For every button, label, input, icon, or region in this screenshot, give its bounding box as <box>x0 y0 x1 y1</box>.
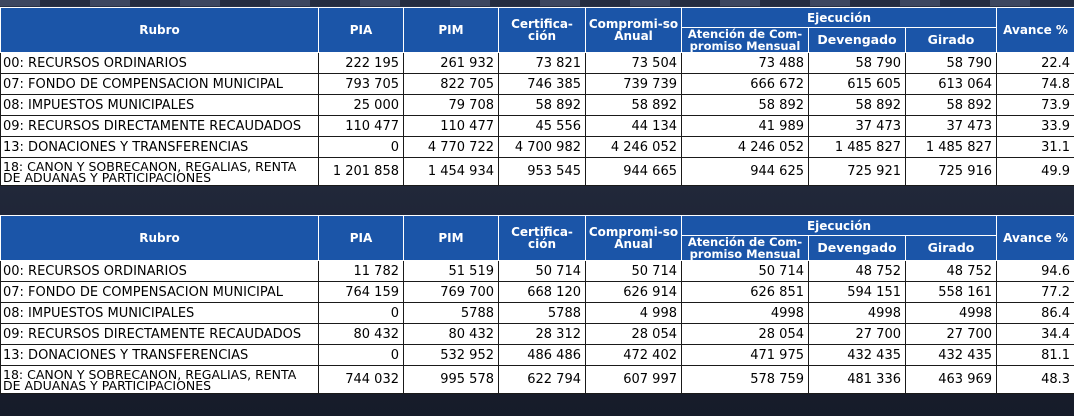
cell-rubro: 18: CANON Y SOBRECANON, REGALIAS, RENTA DE ADUANAS Y PARTICIPACIONES <box>1 158 319 186</box>
cell-pia: 110 477 <box>319 116 404 137</box>
cell-pia: 744 032 <box>319 366 404 394</box>
header-girado: Girado <box>906 236 997 261</box>
header-atencion: Atención de Com-promiso Mensual <box>682 236 809 261</box>
cell-devengado: 594 151 <box>809 282 906 303</box>
header-rubro: Rubro <box>1 8 319 53</box>
cell-avance: 22.4 <box>997 53 1074 74</box>
cell-rubro: 07: FONDO DE COMPENSACION MUNICIPAL <box>1 74 319 95</box>
cell-devengado: 58 892 <box>809 95 906 116</box>
cell-girado: 37 473 <box>906 116 997 137</box>
cell-pim: 4 770 722 <box>404 137 499 158</box>
cell-compromiso-anual: 28 054 <box>586 324 682 345</box>
cell-pia: 11 782 <box>319 261 404 282</box>
header-ejecucion: Ejecución <box>682 216 997 236</box>
header-compromiso-anual: Compromi-so Anual <box>586 216 682 261</box>
cell-certificacion: 746 385 <box>499 74 586 95</box>
cell-certificacion: 668 120 <box>499 282 586 303</box>
cell-certificacion: 4 700 982 <box>499 137 586 158</box>
cell-certificacion: 73 821 <box>499 53 586 74</box>
execution-table-1 <box>0 7 1074 186</box>
cell-rubro: 13: DONACIONES Y TRANSFERENCIAS <box>1 345 319 366</box>
cell-girado: 58 892 <box>906 95 997 116</box>
header-pia: PIA <box>319 8 404 53</box>
cell-devengado: 432 435 <box>809 345 906 366</box>
header-avance: Avance % <box>997 216 1074 261</box>
cell-rubro: 00: RECURSOS ORDINARIOS <box>1 261 319 282</box>
cell-compromiso-anual: 626 914 <box>586 282 682 303</box>
cell-atencion: 41 989 <box>682 116 809 137</box>
cell-compromiso-anual: 44 134 <box>586 116 682 137</box>
cell-avance: 49.9 <box>997 158 1074 186</box>
header-pim: PIM <box>404 216 499 261</box>
cell-pia: 1 201 858 <box>319 158 404 186</box>
cell-girado: 432 435 <box>906 345 997 366</box>
cell-pim: 79 708 <box>404 95 499 116</box>
cell-compromiso-anual: 472 402 <box>586 345 682 366</box>
cell-rubro: 09: RECURSOS DIRECTAMENTE RECAUDADOS <box>1 324 319 345</box>
cell-rubro: 07: FONDO DE COMPENSACION MUNICIPAL <box>1 282 319 303</box>
table-row <box>1 303 1074 324</box>
cell-rubro: 09: RECURSOS DIRECTAMENTE RECAUDADOS <box>1 116 319 137</box>
header-certificacion: Certifica-ción <box>499 216 586 261</box>
cell-avance: 94.6 <box>997 261 1074 282</box>
cell-atencion: 944 625 <box>682 158 809 186</box>
table-row <box>1 74 1074 95</box>
table-row <box>1 345 1074 366</box>
cell-rubro: 08: IMPUESTOS MUNICIPALES <box>1 303 319 324</box>
cell-girado: 1 485 827 <box>906 137 997 158</box>
header-atencion: Atención de Com-promiso Mensual <box>682 28 809 53</box>
header-pim: PIM <box>404 8 499 53</box>
cell-avance: 74.8 <box>997 74 1074 95</box>
cell-pim: 51 519 <box>404 261 499 282</box>
cell-pia: 222 195 <box>319 53 404 74</box>
cell-avance: 34.4 <box>997 324 1074 345</box>
cell-pim: 822 705 <box>404 74 499 95</box>
cell-girado: 27 700 <box>906 324 997 345</box>
cell-pia: 0 <box>319 137 404 158</box>
cell-girado: 48 752 <box>906 261 997 282</box>
table-row <box>1 95 1074 116</box>
cell-devengado: 48 752 <box>809 261 906 282</box>
cell-pia: 793 705 <box>319 74 404 95</box>
cell-rubro: 18: CANON Y SOBRECANON, REGALIAS, RENTA DE ADUANAS Y PARTICIPACIONES <box>1 366 319 394</box>
cell-girado: 463 969 <box>906 366 997 394</box>
cell-compromiso-anual: 944 665 <box>586 158 682 186</box>
cell-certificacion: 486 486 <box>499 345 586 366</box>
cell-atencion: 73 488 <box>682 53 809 74</box>
table-row <box>1 324 1074 345</box>
cell-certificacion: 5788 <box>499 303 586 324</box>
cell-atencion: 626 851 <box>682 282 809 303</box>
table-body <box>1 261 1074 394</box>
cell-pim: 80 432 <box>404 324 499 345</box>
header-devengado: Devengado <box>809 28 906 53</box>
header-girado: Girado <box>906 28 997 53</box>
cell-avance: 77.2 <box>997 282 1074 303</box>
table-row <box>1 282 1074 303</box>
cell-girado: 725 916 <box>906 158 997 186</box>
cell-pim: 110 477 <box>404 116 499 137</box>
cell-compromiso-anual: 4 246 052 <box>586 137 682 158</box>
cell-atencion: 28 054 <box>682 324 809 345</box>
header-compromiso-anual: Compromi-so Anual <box>586 8 682 53</box>
table-row <box>1 137 1074 158</box>
cell-avance: 81.1 <box>997 345 1074 366</box>
cell-devengado: 615 605 <box>809 74 906 95</box>
cell-avance: 48.3 <box>997 366 1074 394</box>
cell-atencion: 471 975 <box>682 345 809 366</box>
cell-pim: 769 700 <box>404 282 499 303</box>
cell-atencion: 666 672 <box>682 74 809 95</box>
cell-atencion: 50 714 <box>682 261 809 282</box>
header-devengado: Devengado <box>809 236 906 261</box>
cell-compromiso-anual: 607 997 <box>586 366 682 394</box>
cell-compromiso-anual: 50 714 <box>586 261 682 282</box>
table-row <box>1 158 1074 186</box>
cell-compromiso-anual: 4 998 <box>586 303 682 324</box>
header-pia: PIA <box>319 216 404 261</box>
cell-devengado: 37 473 <box>809 116 906 137</box>
cell-atencion: 4998 <box>682 303 809 324</box>
cell-avance: 86.4 <box>997 303 1074 324</box>
cell-pim: 5788 <box>404 303 499 324</box>
cell-rubro: 08: IMPUESTOS MUNICIPALES <box>1 95 319 116</box>
cell-avance: 73.9 <box>997 95 1074 116</box>
table-row <box>1 116 1074 137</box>
cell-atencion: 58 892 <box>682 95 809 116</box>
cell-girado: 558 161 <box>906 282 997 303</box>
cell-certificacion: 45 556 <box>499 116 586 137</box>
cell-pim: 261 932 <box>404 53 499 74</box>
cell-avance: 33.9 <box>997 116 1074 137</box>
header-certificacion: Certifica-ción <box>499 8 586 53</box>
cell-atencion: 578 759 <box>682 366 809 394</box>
cell-certificacion: 953 545 <box>499 158 586 186</box>
header-avance: Avance % <box>997 8 1074 53</box>
cell-certificacion: 58 892 <box>499 95 586 116</box>
cell-pia: 0 <box>319 303 404 324</box>
cell-devengado: 1 485 827 <box>809 137 906 158</box>
header-rubro: Rubro <box>1 216 319 261</box>
cell-girado: 4998 <box>906 303 997 324</box>
cell-rubro: 13: DONACIONES Y TRANSFERENCIAS <box>1 137 319 158</box>
cell-compromiso-anual: 58 892 <box>586 95 682 116</box>
cell-pia: 764 159 <box>319 282 404 303</box>
cell-devengado: 58 790 <box>809 53 906 74</box>
cell-devengado: 4998 <box>809 303 906 324</box>
cell-pim: 995 578 <box>404 366 499 394</box>
cell-girado: 613 064 <box>906 74 997 95</box>
cell-certificacion: 622 794 <box>499 366 586 394</box>
cell-rubro: 00: RECURSOS ORDINARIOS <box>1 53 319 74</box>
cell-avance: 31.1 <box>997 137 1074 158</box>
cell-certificacion: 28 312 <box>499 324 586 345</box>
header-ejecucion: Ejecución <box>682 8 997 28</box>
cell-devengado: 27 700 <box>809 324 906 345</box>
cell-pim: 1 454 934 <box>404 158 499 186</box>
cell-devengado: 481 336 <box>809 366 906 394</box>
cell-devengado: 725 921 <box>809 158 906 186</box>
cell-girado: 58 790 <box>906 53 997 74</box>
table-row <box>1 261 1074 282</box>
table-row <box>1 366 1074 394</box>
cell-certificacion: 50 714 <box>499 261 586 282</box>
cell-pia: 80 432 <box>319 324 404 345</box>
table-body <box>1 53 1074 186</box>
cell-pim: 532 952 <box>404 345 499 366</box>
cell-atencion: 4 246 052 <box>682 137 809 158</box>
cell-pia: 25 000 <box>319 95 404 116</box>
cell-compromiso-anual: 73 504 <box>586 53 682 74</box>
cell-pia: 0 <box>319 345 404 366</box>
table-row <box>1 53 1074 74</box>
execution-table-2 <box>0 215 1074 394</box>
cell-compromiso-anual: 739 739 <box>586 74 682 95</box>
